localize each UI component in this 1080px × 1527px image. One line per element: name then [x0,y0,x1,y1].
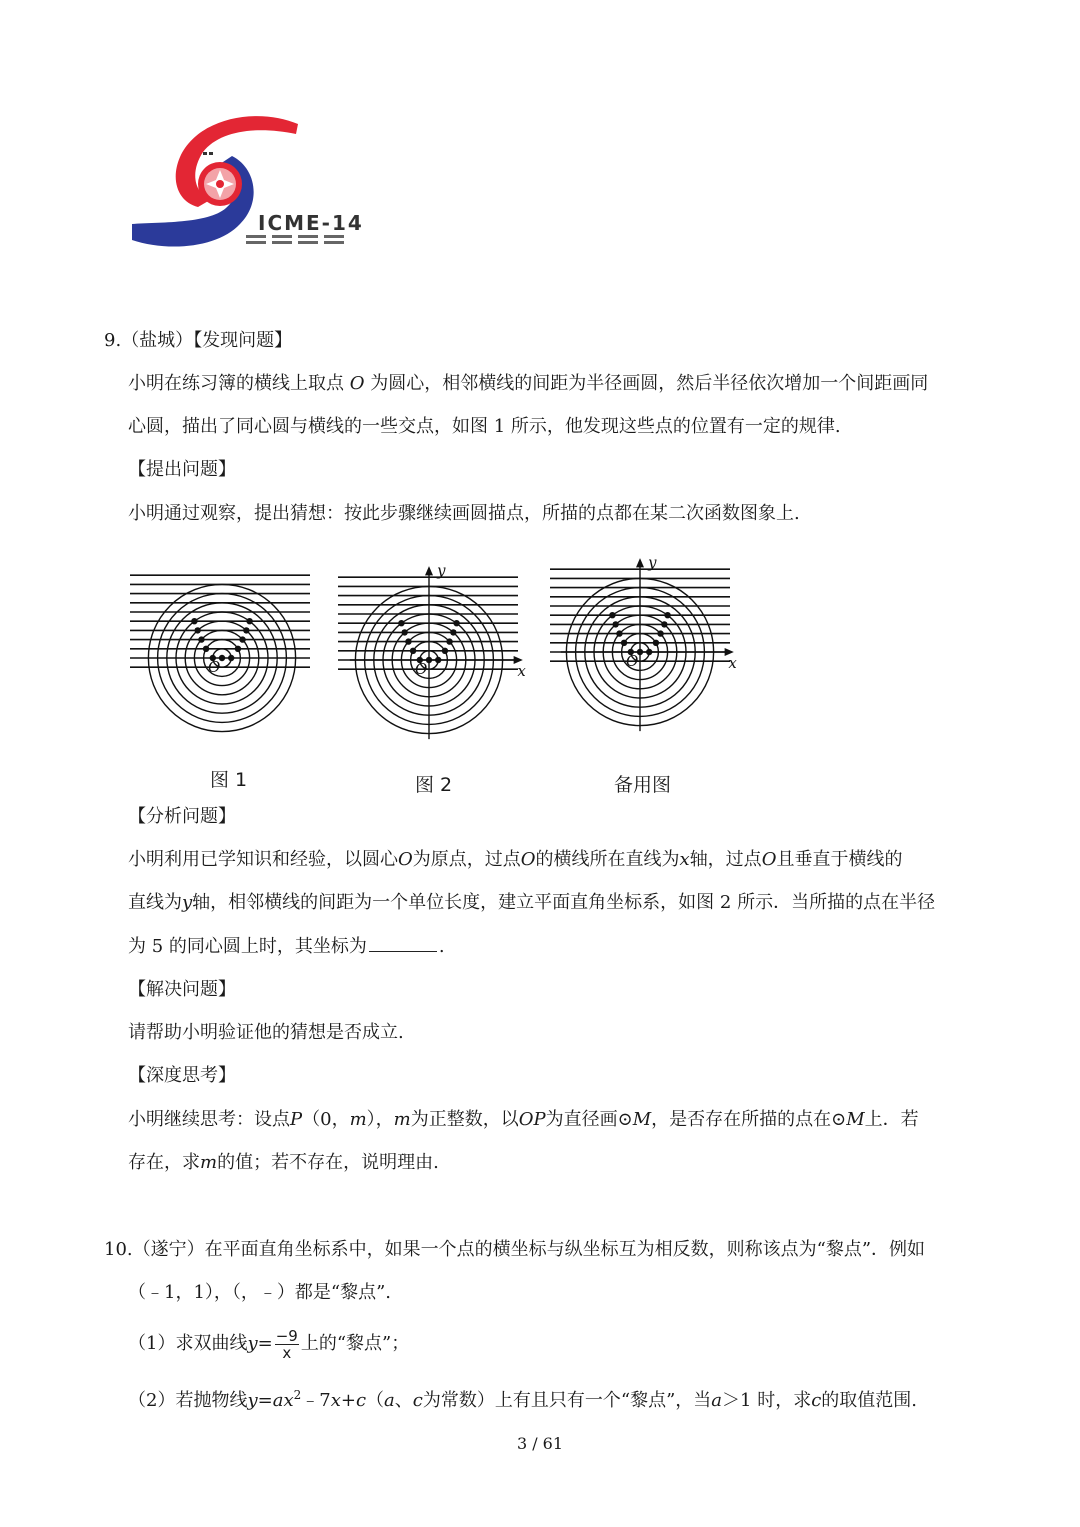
circle-m: ⊙M [617,1109,652,1130]
text: 存在，求 [128,1152,200,1173]
figure-3-svg [546,535,756,735]
fraction [275,1328,299,1361]
text: ，是否存在所描的点在 [651,1109,832,1130]
q9-deep-line2 [128,1151,439,1175]
var-y: y [247,1390,258,1411]
fraction-denominator: x [282,1343,292,1362]
q9-section-discover: 【发现问题】 [193,330,293,351]
q9-solve-line: 请帮助小明验证他的猜想是否成立. [128,1022,404,1043]
q9-discover-line2: 心圆，描出了同心圆与横线的一些交点，如图 1 所示，他发现这些点的位置有一定的规律. [128,416,841,437]
var-x: x [330,1390,341,1411]
intersection-point [228,655,234,661]
intersection-point [450,629,456,635]
intersection-point [239,636,245,642]
y-axis-label: y [648,553,657,572]
text: （1）求双曲线 [128,1333,248,1354]
q9-analyze-line3 [128,935,445,959]
fraction-numerator: −9 [275,1326,298,1345]
intersection-point [410,648,416,654]
q9-section-propose: 【提出问题】 [128,459,236,480]
text: （2）若抛物线 [128,1390,248,1411]
figure-2-svg [332,540,542,740]
intersection-point [235,646,241,652]
var-a: a [272,1390,284,1411]
q9-analyze-line2 [128,891,935,915]
q9-section-deep: 【深度思考】 [128,1065,236,1086]
text: ＞1 时，求 [722,1390,812,1411]
text: 为圆心，相邻横线的间距为半径画圆，然后半径依次增加一个间距画同 [370,373,929,394]
intersection-point [246,618,252,624]
exponent: 2 [293,1388,302,1402]
x-axis-label: x [517,662,526,680]
text: 的值；若不存在，说明理由. [217,1152,439,1173]
text: 为 5 的同心圆上时，其坐标为 [128,936,367,957]
text: 上．若 [864,1109,919,1130]
intersection-point [398,620,404,626]
var-c: c [355,1390,367,1411]
fig3-caption: 备用图 [614,774,672,796]
var-x: x [679,849,690,870]
var-c: c [811,1390,822,1411]
origin-label: O [415,660,428,678]
y-axis-arrow [425,566,433,575]
text: 、 [394,1390,413,1411]
q9-section-solve: 【解决问题】 [128,979,236,1000]
text: 直线为 [128,892,182,913]
var-x: x [283,1390,294,1411]
text: （遂宁）在平面直角坐标系中，如果一个点的横坐标与纵坐标互为相反数，则称该点为“黎点”．例如 [132,1239,926,1260]
figure-1 [126,568,316,738]
q9-analyze-line1 [128,848,902,872]
var-m: m [393,1109,411,1130]
text: 为正整数，以 [410,1109,519,1130]
q9-propose-line: 小明通过观察，提出猜想：按此步骤继续画圆描点，所描的点都在某二次函数图象上. [128,503,800,524]
text: = [257,1390,273,1411]
intersection-point [405,638,411,644]
circle-m: ⊙M [831,1109,865,1130]
text: 的取值范围. [821,1390,918,1411]
var-o: O [349,373,365,394]
q9-section-analyze: 【分析问题】 [128,806,236,827]
q9-source: （盐城） [121,330,194,351]
var-o: O [761,849,777,870]
text: 小明继续思考：设点 [128,1109,290,1130]
x-axis-label: x [728,654,737,672]
text: 且垂直于横线的 [776,849,903,870]
q9-heading [104,329,292,353]
intersection-point [661,621,667,627]
q10-part1 [128,1326,409,1362]
text: （0， [302,1109,350,1130]
intersection-point [194,627,200,633]
fig1-caption: 图 1 [210,769,248,791]
var-c: c [412,1390,423,1411]
icme-logo-graphic [128,112,378,262]
intersection-point [203,646,209,652]
var-y: y [247,1333,258,1354]
q9-number: 9. [104,330,122,351]
var-m: m [200,1152,218,1173]
text: 小明利用已学知识和经验，以圆心 [128,849,398,870]
var-m: m [349,1109,367,1130]
var-p: P [290,1109,303,1130]
text: 上的“黎点”； [300,1333,410,1354]
text: ）， [366,1109,394,1130]
intersection-point [653,640,659,646]
var-y: y [182,892,193,913]
var-a: a [384,1390,395,1411]
var-a: a [711,1390,723,1411]
var-op: OP [518,1109,546,1130]
intersection-point [664,612,670,618]
figure-1-svg [126,568,316,738]
text: 轴，相邻横线的间距为一个单位长度，建立平面直角坐标系，如图 2 所示．当所描的点在半径 [192,892,936,913]
logo-text: ICME-14 [258,211,364,235]
intersection-point [453,620,459,626]
text: 为直径画 [545,1109,618,1130]
text: = [257,1333,273,1354]
text: + [340,1390,356,1411]
intersection-point [609,612,615,618]
figure-3 [546,535,756,735]
origin-label: O [208,658,221,676]
q10-line1 [104,1238,925,1262]
intersection-point [616,630,622,636]
q9-deep-line1 [128,1108,919,1132]
figure-2 [332,540,542,740]
intersection-point [446,638,452,644]
text: 为常数）上有且只有一个“黎点”，当 [422,1390,712,1411]
text: 轴，过点 [689,849,762,870]
text: 为原点，过点 [412,849,521,870]
var-o: O [398,849,413,870]
text: 小明在练习簿的横线上取点 [128,373,344,394]
q10-line2: （﹣1，1），（，﹣）都是“黎点”. [128,1282,392,1303]
y-axis-label: y [437,561,446,580]
origin-label: O [626,652,639,670]
intersection-point [191,618,197,624]
answer-blank[interactable] [369,935,437,952]
intersection-point [198,636,204,642]
intersection-point [442,648,448,654]
intersection-point [612,621,618,627]
y-axis-arrow [636,558,644,567]
intersection-point [401,629,407,635]
intersection-point [621,640,627,646]
q10-number: 10. [104,1239,133,1260]
icme-logo [128,112,378,262]
text: 的横线所在直线为 [535,849,680,870]
var-o: O [520,849,536,870]
intersection-point [243,627,249,633]
q9-discover-line1 [128,372,928,396]
intersection-point [657,630,663,636]
fig2-caption: 图 2 [415,774,453,796]
q10-part2 [128,1383,917,1413]
text: . [438,936,445,957]
text: ﹣7 [301,1390,331,1411]
text: （ [366,1390,385,1411]
page-number: 3 / 61 [516,1434,564,1453]
